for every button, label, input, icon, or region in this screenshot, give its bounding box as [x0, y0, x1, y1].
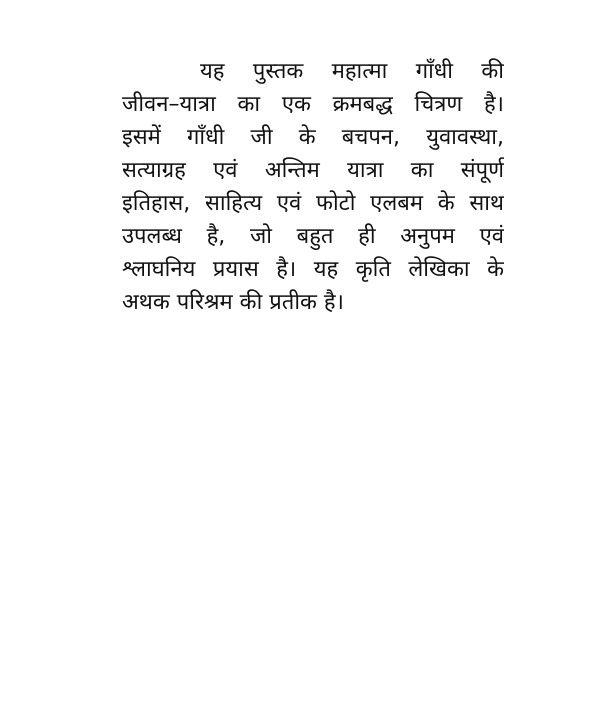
paragraph-line: जीवन–यात्रा का एक क्रमबद्ध चित्रण है।	[122, 92, 504, 117]
paragraph-line: यह पुस्तक महात्मा गाँधी की	[200, 59, 504, 84]
description-paragraph	[122, 55, 504, 319]
paragraph-line: श्लाघनिय प्रयास है। यह कृति लेखिका के	[122, 257, 504, 282]
paragraph-line: सत्याग्रह एवं अन्तिम यात्रा का संपूर्ण	[122, 158, 504, 183]
paragraph-line: इसमें गाँधी जी के बचपन, युवावस्था,	[122, 125, 504, 150]
paragraph-line: उपलब्ध है, जो बहुत ही अनुपम एवं	[122, 224, 504, 249]
paragraph-line: अथक परिश्रम की प्रतीक है।	[122, 290, 344, 315]
paragraph-line: इतिहास, साहित्य एवं फोटो एलबम के साथ	[122, 191, 504, 216]
